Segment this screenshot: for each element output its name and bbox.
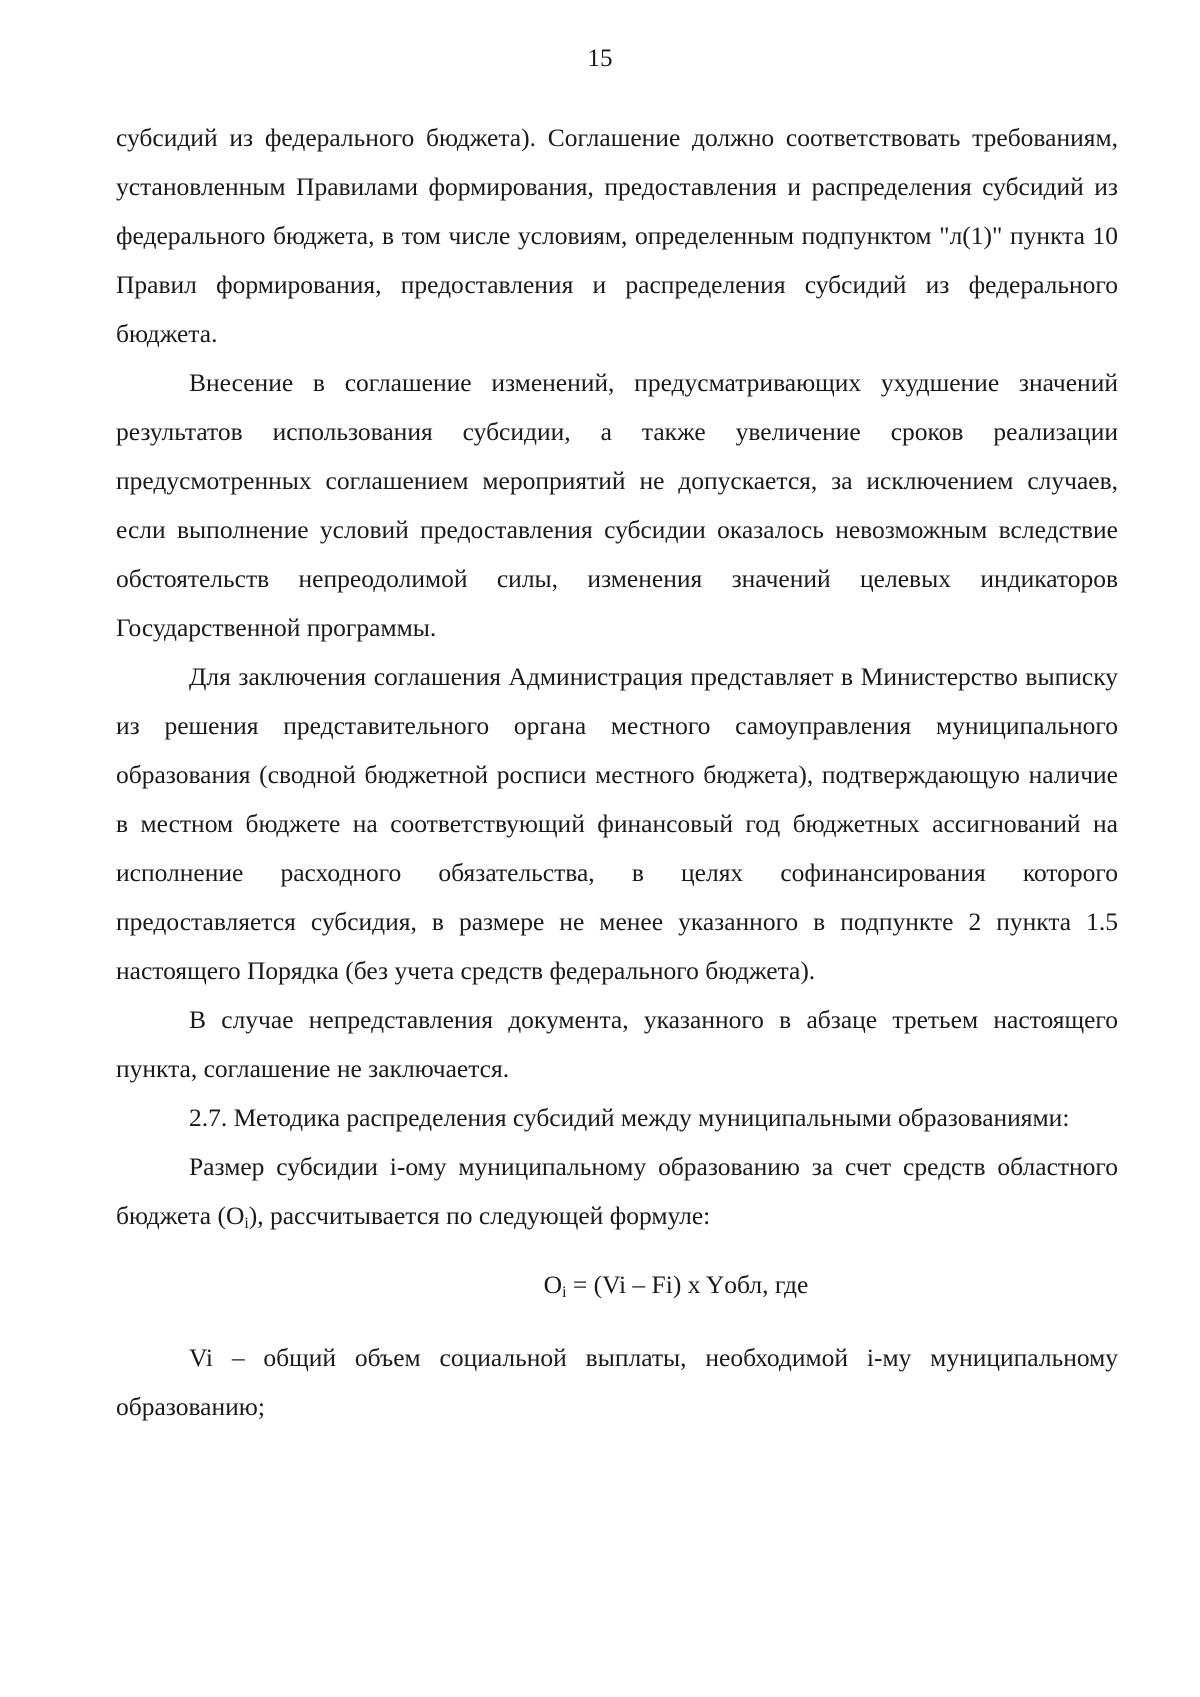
formula-rhs: = (Vi – Fi) x Yобл, где [566, 1270, 809, 1299]
paragraph-agreement-requirements: субсидий из федерального бюджета). Соглашение должно соответствовать требованиям, установленным Правилами формирования, предоставления и распределения субсидий из федерального бюджета, в том числе условиям, определенным подпунктом "л(1)" пункта 10 Правил формирования, предоставления и распределения субсидий из федерального бюджета. [116, 123, 1118, 348]
subsidy-size-subscript: i [244, 1215, 249, 1232]
formula-lhs-subscript: i [562, 1284, 567, 1301]
paragraph-non-submission: В случае непредставления документа, указанного в абзаце третьем настоящего пункта, соглашение не заключается. [116, 1005, 1118, 1083]
paragraph-agreement-changes: Внесение в соглашение изменений, предусматривающих ухудшение значений результатов использования субсидии, а также увеличение сроков реализации предусмотренных соглашением мероприятий не допускается, за исключением случаев, если выполнение условий предоставления субсидии оказалось невозможным вследствие обстоятельств непреодолимой силы, изменения значений целевых индикаторов Государственной программы. [116, 368, 1118, 642]
paragraph-agreement-conclusion: Для заключения соглашения Администрация представляет в Министерство выписку из решения представительного органа местного самоуправления муниципального образования (сводной бюджетной росписи местного бюджета), подтверждающую наличие в местном бюджете на соответствующий финансовый год бюджетных ассигнований на исполнение расходного обязательства, в целях софинансирования которого предоставляется субсидия, в размере не менее указанного в подпункте 2 пункта 1.5 настоящего Порядка (без учета средств федерального бюджета). [116, 662, 1118, 985]
paragraph-vi-definition: Vi – общий объем социальной выплаты, необходимой i-му муниципальному образованию; [116, 1343, 1118, 1421]
paragraph-subsidy-size [116, 1142, 1118, 1240]
formula-lhs: O [543, 1270, 563, 1299]
page-number: 15 [587, 45, 613, 72]
subsidy-size-text-before: Размер субсидии i-ому муниципальному образованию за счет средств областного бюджета (O [116, 1152, 1118, 1230]
subsidy-size-text-after: ), рассчитывается по следующей формуле: [248, 1201, 711, 1230]
document-body [116, 113, 1118, 1431]
subsidy-formula [116, 1260, 1118, 1309]
paragraph-methodology-heading: 2.7. Методика распределения субсидий между муниципальными образованиями: [189, 1103, 1070, 1132]
